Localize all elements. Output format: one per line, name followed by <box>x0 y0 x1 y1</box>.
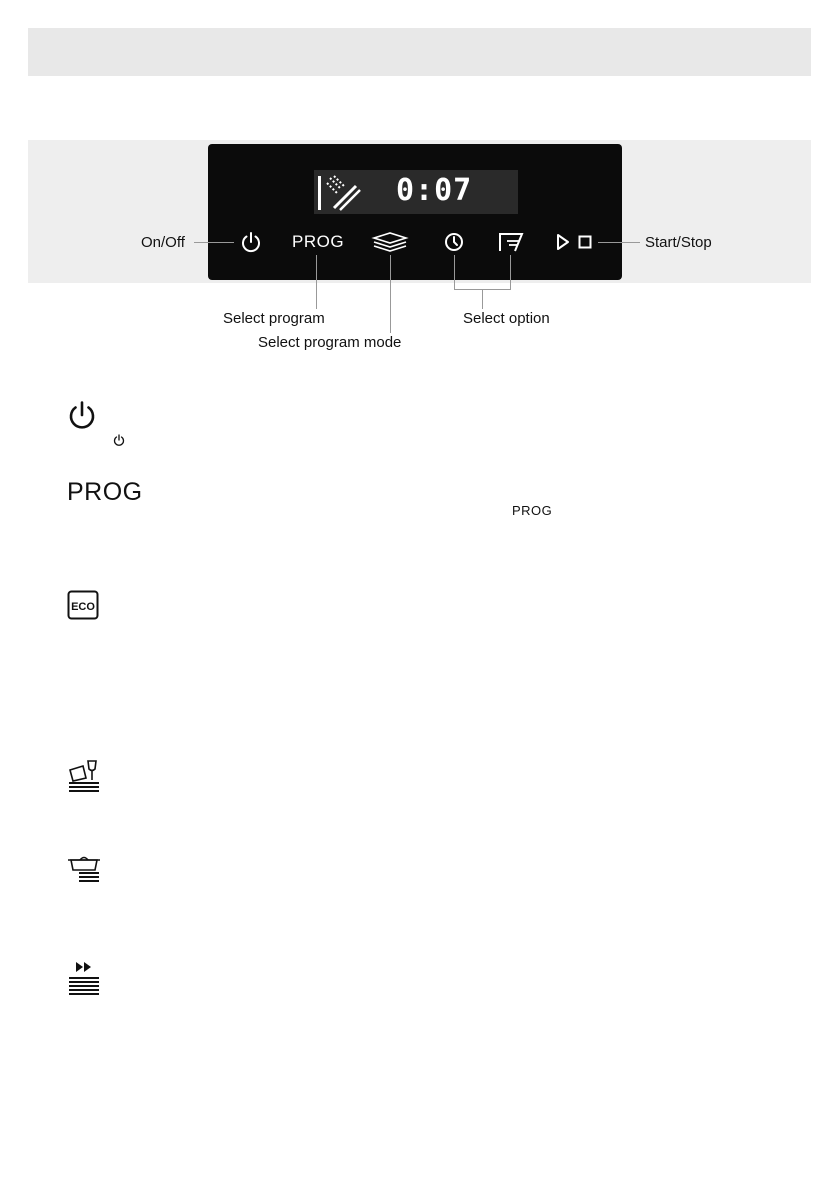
power-icon[interactable] <box>240 231 262 253</box>
program-mode-icon[interactable] <box>371 231 409 253</box>
prog-inline-label: PROG <box>512 503 553 518</box>
power-icon <box>113 434 125 446</box>
start-stop-leader <box>598 242 640 243</box>
glass-program-icon <box>67 758 101 794</box>
start-stop-label: Start/Stop <box>645 234 712 251</box>
half-load-icon[interactable] <box>498 232 524 252</box>
select-option-label: Select option <box>463 310 550 327</box>
eco-icon <box>67 590 99 620</box>
play-icon[interactable] <box>556 233 570 251</box>
display-time: 0:07 <box>396 173 473 208</box>
select-option-leader-right <box>510 255 511 290</box>
select-program-leader <box>316 255 317 309</box>
on-off-label: On/Off <box>141 234 185 251</box>
clock-icon[interactable] <box>444 232 464 252</box>
select-option-leader-left <box>454 255 455 290</box>
stop-icon[interactable] <box>578 235 592 249</box>
quick-program-icon <box>67 960 101 996</box>
select-program-mode-label: Select program mode <box>258 334 402 351</box>
prog-button[interactable]: PROG <box>292 232 345 251</box>
prog-legend-label: PROG <box>67 478 143 506</box>
power-icon <box>67 400 97 430</box>
select-program-mode-leader <box>390 255 391 333</box>
spray-indicator-icon <box>316 174 362 212</box>
on-off-leader <box>194 242 234 243</box>
select-option-leader-stem <box>482 289 483 309</box>
intensive-program-icon <box>67 852 103 882</box>
header-bar <box>28 28 811 76</box>
select-program-label: Select program <box>223 310 325 327</box>
svg-text:ECO: ECO <box>71 601 95 613</box>
